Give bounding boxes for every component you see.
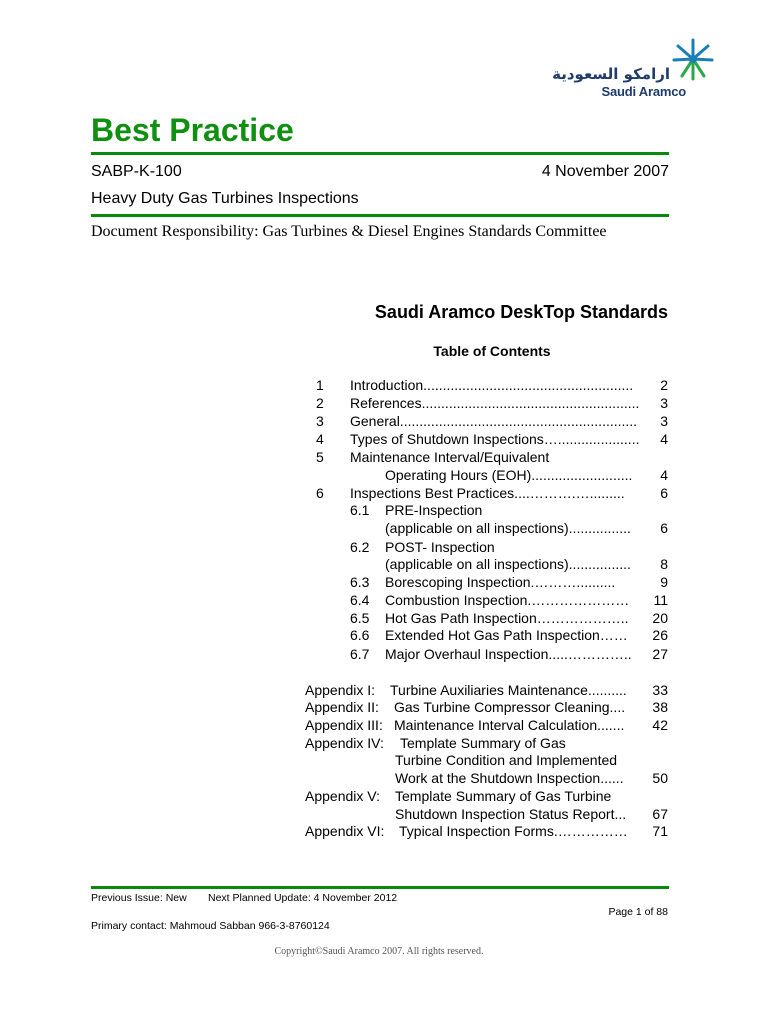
toc-subentry[interactable] [0,539,768,557]
toc-entry-number: 6 [316,485,324,501]
toc-appendix[interactable] [0,699,768,717]
toc-entry[interactable] [0,377,768,395]
toc-heading: Table of Contents [433,343,551,359]
toc-subentry-page: 20 [652,610,668,626]
appendix-page: 71 [652,823,668,839]
toc-entry-text: Types of Shutdown Inspections…..................... [350,431,640,447]
toc-subentry-text-continued: (applicable on all inspections)................ [385,520,631,536]
doc-subject: Heavy Duty Gas Turbines Inspections [91,190,359,207]
toc-appendix-continuation[interactable] [0,806,768,824]
next-planned-update: Next Planned Update: 4 November 2012 [208,892,398,904]
toc-subentry-page: 8 [660,556,668,572]
toc-entry-continuation[interactable] [0,467,768,485]
toc-subentry[interactable] [0,592,768,610]
primary-contact: Primary contact: Mahmoud Sabban 966-3-8760124 [91,920,330,932]
toc-subentry-number: 6.1 [350,502,370,518]
doc-number: SABP-K-100 [91,163,182,180]
toc-subentry-number: 6.4 [350,592,370,608]
toc-subentry-page: 27 [652,646,668,662]
toc-entry-page: 3 [660,395,668,411]
appendix-label: Appendix IV: [305,735,384,751]
toc-appendix[interactable] [0,788,768,806]
toc-appendix[interactable] [0,682,768,700]
toc-subentry-text: POST- Inspection [385,539,495,555]
toc-entry-text: Inspections Best Practices....……….…......... [350,485,625,501]
toc-subentry[interactable] [0,610,768,628]
page-title: Best Practice [91,112,294,148]
toc-subentry-page: 11 [653,592,668,608]
appendix-label: Appendix V: [305,788,380,804]
appendix-page: 67 [652,806,668,822]
toc-entry[interactable] [0,395,768,413]
toc-subentry-page: 6 [660,520,668,536]
appendix-text: Maintenance Interval Calculation....... [394,717,625,733]
toc-subentry-number: 6.3 [350,574,370,590]
appendix-text-continued: Turbine Condition and Implemented [395,752,618,768]
toc-subentry-continuation[interactable] [0,556,768,574]
toc-entry-text-continued: Operating Hours (EOH).......................... [385,467,633,483]
toc-subentry-text: Extended Hot Gas Path Inspection…… [385,627,628,643]
doc-date: 4 November 2007 [541,163,669,180]
toc-subentry[interactable] [0,502,768,520]
toc-subentry-page: 9 [660,574,668,590]
appendix-text: Typical Inspection Forms.…………… [399,823,628,839]
appendix-label: Appendix VI: [305,823,385,839]
toc-entry-text: Maintenance Interval/Equivalent [350,449,550,465]
toc-subentry-text: Combustion Inspection.………………… [385,592,630,608]
toc-entry-number: 3 [316,413,324,429]
desktop-standards-title: Saudi Aramco DeskTop Standards [374,302,668,322]
toc-subentry-number: 6.6 [350,627,370,643]
toc-subentry-text: Borescoping Inspection.……….......... [385,574,616,590]
appendix-label: Appendix II: [305,699,379,715]
toc-entry-page: 2 [660,377,668,393]
toc-entry[interactable] [0,431,768,449]
toc-entry[interactable] [0,413,768,431]
appendix-text-continued: Work at the Shutdown Inspection...... [395,770,624,786]
toc-entry-number: 4 [316,431,324,447]
appendix-text: Turbine Auxiliaries Maintenance.......... [390,682,627,698]
toc-entry-number: 1 [316,377,324,393]
toc-entry-page: 6 [660,485,668,501]
toc-subentry-number: 6.7 [350,646,370,662]
toc-subentry-text: Hot Gas Path Inspection……………….. [385,610,629,626]
page-number: Page 1 of 88 [608,906,668,918]
toc-subentry-page: 26 [652,627,668,643]
copyright: Copyright©Saudi Aramco 2007. All rights reserved. [274,946,484,957]
toc-entry-text: Introduction...................................................... [350,377,634,393]
toc-entry-page: 3 [660,413,668,429]
appendix-label: Appendix III: [305,717,383,733]
footer-rule [91,886,669,889]
toc-subentry[interactable] [0,646,768,664]
document-responsibility: Document Responsibility: Gas Turbines & Diesel Engines Standards Committee [91,223,607,240]
toc-subentry-number: 6.2 [350,539,370,555]
appendix-text: Gas Turbine Compressor Cleaning.... [394,699,626,715]
toc-subentry-number: 6.5 [350,610,370,626]
toc-entry[interactable] [0,485,768,503]
toc-entry-page: 4 [660,431,668,447]
appendix-text: Template Summary of Gas [400,735,566,751]
toc-appendix[interactable] [0,823,768,841]
toc-subentry[interactable] [0,574,768,592]
logo-latin-text: Saudi Aramco [601,84,686,99]
appendix-text: Template Summary of Gas Turbine [395,788,612,804]
toc-appendix[interactable] [0,717,768,735]
appendix-page: 42 [652,717,668,733]
toc-entry-text: References........................................................ [350,395,640,411]
appendix-page: 38 [652,699,668,715]
toc-subentry[interactable] [0,627,768,645]
toc-subentry-text: Major Overhaul Inspection.....………….. [385,646,632,662]
appendix-page: 50 [652,770,668,786]
toc-entry-text: General............................................................. [350,413,638,429]
toc-entry-page: 4 [660,467,668,483]
toc-entry-number: 2 [316,395,324,411]
appendix-text-continued: Shutdown Inspection Status Report... [395,806,627,822]
appendix-label: Appendix I: [305,682,376,698]
toc-appendix-continuation[interactable] [0,752,768,770]
toc-subentry-text: PRE-Inspection [385,502,483,518]
toc-entry-number: 5 [316,449,324,465]
toc-entry[interactable] [0,449,768,467]
toc-subentry-continuation[interactable] [0,520,768,538]
toc-appendix-continuation[interactable] [0,770,768,788]
logo-arabic-text: ارامكو السعودية [552,65,670,83]
toc-subentry-text-continued: (applicable on all inspections)................ [385,556,631,572]
appendix-page: 33 [652,682,668,698]
toc-appendix[interactable] [0,735,768,753]
previous-issue: Previous Issue: New [91,892,187,904]
